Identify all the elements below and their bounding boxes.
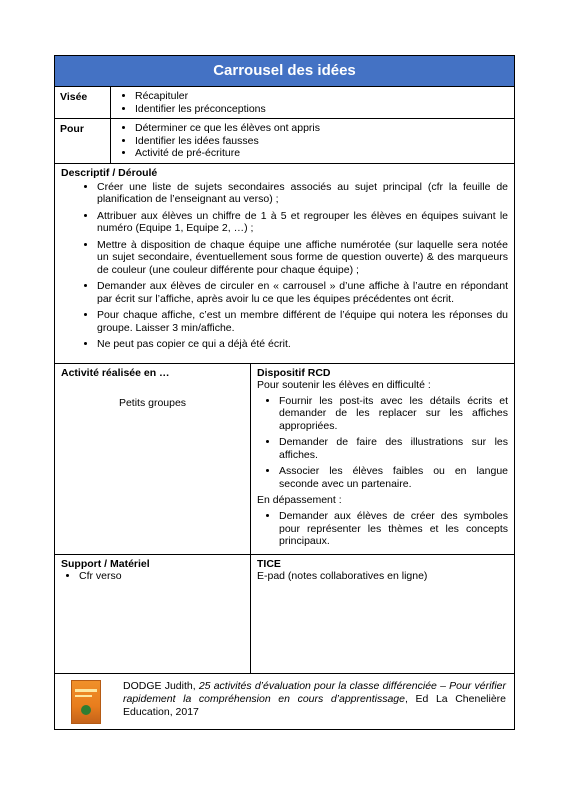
activity-sheet <box>54 55 515 730</box>
list-item: • Identifier les idées fausses <box>135 135 508 148</box>
descriptif-heading: Descriptif / Déroulé <box>61 166 158 179</box>
book-cover-icon <box>71 680 101 724</box>
activite-value: Petits groupes <box>118 396 187 409</box>
list-item: • Activité de pré-écriture <box>135 147 508 160</box>
list-item: • Associer les élèves faibles ou en langue seconde avec un partenaire. <box>279 465 508 490</box>
pour-label: Pour <box>55 119 111 163</box>
list-item: • Pour chaque affiche, c’est un membre différent de l’équipe qui notera les réponses du groupe. Laisser 3 min/affiche. <box>97 309 508 334</box>
activite-rcd-row <box>55 364 514 555</box>
rcd-intro: Pour soutenir les élèves en difficulté : <box>257 378 431 391</box>
reference-row <box>55 674 514 729</box>
list-item: • Fournir les post-its avec les détails écrits et demander de les replacer sur les affiches appropriées. <box>279 395 508 433</box>
tice-cell <box>251 555 514 673</box>
rcd-depassement-list <box>257 510 508 548</box>
reference-book-title: 25 activités d’évaluation pour la classe différenciée – Pour vérifier rapidement la compréhension en cours d’apprentissage <box>123 679 506 705</box>
rcd-cell <box>251 364 514 554</box>
tice-value: E-pad (notes collaboratives en ligne) <box>257 569 428 582</box>
vise-label: Visée <box>55 87 111 118</box>
vise-list <box>117 90 508 115</box>
vise-row <box>55 87 514 119</box>
list-item: • Demander de faire des illustrations sur les affiches. <box>279 436 508 461</box>
activite-heading: Activité réalisée en … <box>61 366 170 379</box>
descriptif-list <box>61 181 508 351</box>
list-item: • Demander aux élèves de créer des symboles pour représenter les thèmes et les concepts principaux. <box>279 510 508 548</box>
rcd-list <box>257 395 508 491</box>
pour-list <box>117 122 508 160</box>
support-tice-row <box>55 555 514 674</box>
support-cell <box>55 555 251 673</box>
list-item: • Identifier les préconceptions <box>135 103 508 116</box>
support-list <box>61 570 244 583</box>
support-heading: Support / Matériel <box>61 557 150 570</box>
page-title: Carrousel des idées <box>55 56 514 87</box>
rcd-heading: Dispositif RCD <box>257 366 331 379</box>
tice-heading: TICE <box>257 557 281 570</box>
list-item: • Mettre à disposition de chaque équipe une affiche numérotée (sur laquelle sera notée un sujet secondaire, éventuellement sous forme de question ouverte) & des marqueurs de couleur (une couleur différente pour chaque équipe) ; <box>97 239 508 277</box>
list-item: • Ne peut pas copier ce qui a déjà été écrit. <box>97 338 508 351</box>
list-item: • Attribuer aux élèves un chiffre de 1 à 5 et regrouper les élèves en équipes suivant le numéro (Equipe 1, Equipe 2, …) ; <box>97 210 508 235</box>
list-item: • Récapituler <box>135 90 508 103</box>
descriptif-section <box>55 164 514 364</box>
reference-publisher: , Ed La Chenelière Education, 2017 <box>123 692 506 718</box>
activite-cell <box>55 364 251 554</box>
list-item: • Demander aux élèves de circuler en « carrousel » d’une affiche à l’autre en répondant par écrit sur l’affiche, après avoir lu ce que les équipes précédentes ont écrit. <box>97 280 508 305</box>
list-item: • Cfr verso <box>79 570 244 583</box>
list-item: • Déterminer ce que les élèves ont appris <box>135 122 508 135</box>
list-item: • Créer une liste de sujets secondaires associés au sujet principal (cfr la feuille de planification de l’enseignant au verso) ; <box>97 181 508 206</box>
pour-row <box>55 119 514 164</box>
reference-author: DODGE Judith, <box>123 679 199 692</box>
reference-text <box>123 680 506 723</box>
rcd-depassement: En dépassement : <box>257 494 342 506</box>
